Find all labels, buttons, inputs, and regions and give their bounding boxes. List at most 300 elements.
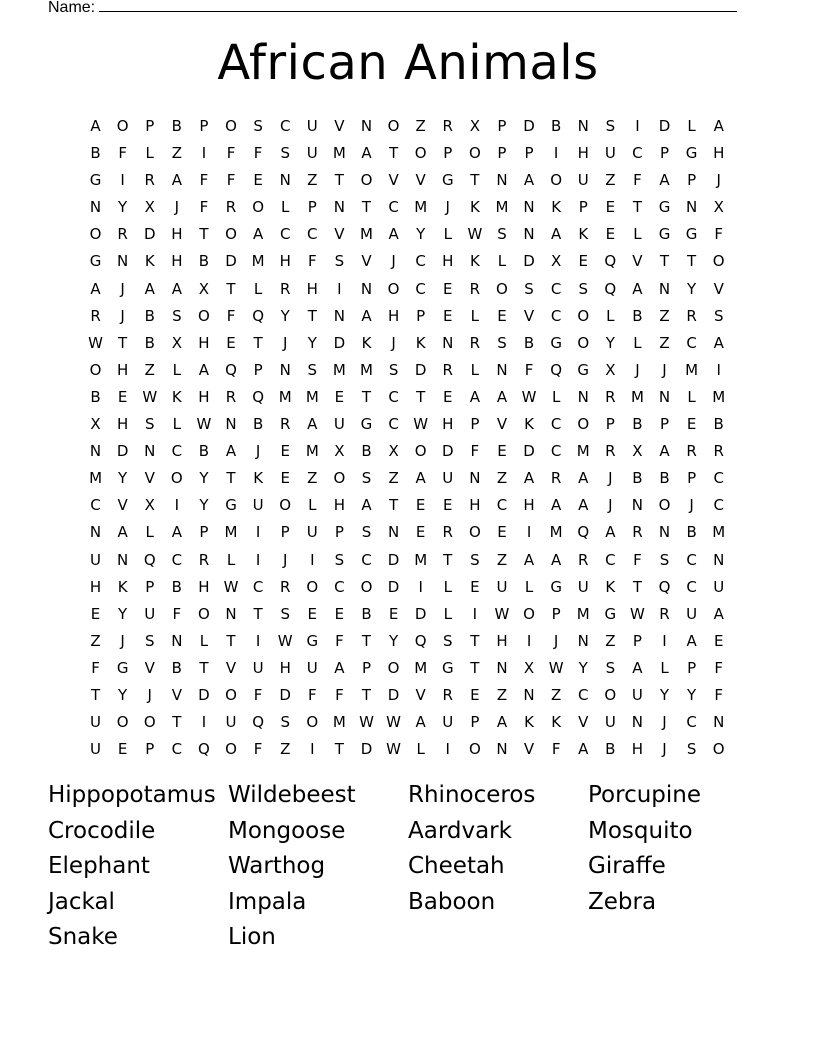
grid-letter: E xyxy=(686,415,697,434)
word-bank-item: Rhinoceros xyxy=(408,782,536,808)
grid-letter: O xyxy=(468,144,481,163)
grid-letter: L xyxy=(633,333,642,352)
grid-letter: X xyxy=(90,415,101,434)
grid-letter: U xyxy=(496,577,508,596)
grid-letter: M xyxy=(224,523,238,542)
grid-letter: A xyxy=(469,387,480,406)
grid-letter: Z xyxy=(144,360,155,379)
grid-letter: T xyxy=(226,631,236,650)
grid-letter: R xyxy=(550,469,562,488)
grid-letter: O xyxy=(523,604,535,623)
grid-row xyxy=(82,248,732,275)
grid-letter: F xyxy=(633,550,642,569)
word-bank-item: Mongoose xyxy=(228,817,346,844)
grid-letter: F xyxy=(470,442,480,461)
grid-letter: B xyxy=(361,604,372,623)
word-bank xyxy=(48,778,808,956)
grid-letter: W xyxy=(196,415,212,434)
grid-letter: N xyxy=(89,198,102,217)
grid-letter: W xyxy=(630,604,645,623)
grid-letter: P xyxy=(361,658,371,677)
grid-letter: O xyxy=(658,496,671,515)
grid-letter: V xyxy=(225,658,237,677)
grid-letter: N xyxy=(685,198,698,217)
grid-letter: O xyxy=(496,279,508,298)
grid-letter: B xyxy=(90,144,101,163)
grid-letter: O xyxy=(604,685,617,704)
grid-letter: N xyxy=(523,198,535,217)
grid-letter: N xyxy=(496,171,508,190)
grid-letter: G xyxy=(306,631,319,650)
grid-letter: H xyxy=(523,496,535,515)
grid-letter: N xyxy=(333,306,345,325)
grid-letter: O xyxy=(143,713,156,732)
grid-letter: R xyxy=(469,279,481,298)
grid-letter: A xyxy=(551,550,562,569)
grid-letter: C xyxy=(388,415,399,434)
grid-letter: N xyxy=(577,117,589,135)
grid-letter: O xyxy=(468,740,481,759)
grid-letter: K xyxy=(469,198,480,217)
grid-letter: I xyxy=(337,279,342,298)
grid-letter: C xyxy=(605,550,616,569)
grid-letter: H xyxy=(171,225,183,244)
grid-letter: M xyxy=(576,604,590,623)
grid-letter: E xyxy=(470,685,480,704)
grid-letter: G xyxy=(441,171,454,190)
grid-letter: T xyxy=(470,171,480,190)
grid-letter: E xyxy=(117,387,128,406)
grid-letter: F xyxy=(199,198,209,217)
grid-letter: I xyxy=(201,144,207,163)
grid-letter: A xyxy=(361,144,372,163)
grid-letter: R xyxy=(442,117,453,135)
word-bank-item: Zebra xyxy=(588,888,657,915)
grid-letter: U xyxy=(90,550,102,569)
grid-letter: E xyxy=(117,740,128,759)
grid-letter: A xyxy=(198,360,210,379)
grid-letter: O xyxy=(170,469,183,488)
grid-row xyxy=(82,194,732,221)
grid-letter: L xyxy=(687,387,696,406)
grid-letter: Q xyxy=(252,306,265,325)
grid-letter: S xyxy=(361,469,372,488)
grid-letter: B xyxy=(361,442,372,461)
grid-letter: E xyxy=(470,577,480,596)
grid-letter: L xyxy=(308,496,317,515)
word-bank-item: Porcupine xyxy=(588,782,702,808)
grid-letter: Q xyxy=(550,360,563,379)
grid-letter: O xyxy=(360,577,373,596)
grid-letter: T xyxy=(307,306,317,325)
grid-letter: S xyxy=(253,117,263,135)
grid-letter: I xyxy=(255,523,261,542)
grid-letter: J xyxy=(716,171,721,190)
grid-letter: T xyxy=(388,496,399,515)
grid-letter: T xyxy=(226,469,236,488)
grid-letter: N xyxy=(523,225,535,244)
grid-letter: C xyxy=(632,144,643,163)
grid-letter: G xyxy=(550,577,562,596)
grid-letter: P xyxy=(280,523,290,542)
grid-letter: T xyxy=(443,550,453,569)
grid-letter: S xyxy=(388,360,399,379)
grid-letter: N xyxy=(89,523,102,542)
grid-letter: I xyxy=(255,550,261,569)
grid-letter: O xyxy=(577,306,590,325)
grid-letter: F xyxy=(307,685,317,704)
grid-letter: N xyxy=(279,171,291,190)
grid-letter: J xyxy=(391,252,396,271)
grid-letter: O xyxy=(712,740,725,759)
grid-letter: A xyxy=(659,442,670,461)
grid-letter: E xyxy=(90,604,101,623)
grid-letter: P xyxy=(199,117,209,135)
grid-letter: N xyxy=(279,360,291,379)
word-bank-item: Crocodile xyxy=(48,817,156,844)
grid-letter: Z xyxy=(496,685,508,704)
grid-letter: E xyxy=(388,604,399,623)
grid-letter: N xyxy=(387,523,400,542)
grid-letter: M xyxy=(414,198,428,217)
grid-letter: J xyxy=(662,713,667,732)
grid-letter: E xyxy=(578,252,588,271)
word-bank-item: Lion xyxy=(228,924,276,950)
grid-letter: T xyxy=(361,685,372,704)
grid-row xyxy=(82,357,732,384)
word-bank-item: Giraffe xyxy=(588,853,666,879)
grid-letter: V xyxy=(523,306,535,325)
grid-row xyxy=(82,709,732,736)
grid-letter: B xyxy=(252,415,264,434)
grid-letter: S xyxy=(713,306,724,325)
grid-letter: F xyxy=(253,740,263,759)
grid-letter: Y xyxy=(118,685,128,704)
grid-letter: V xyxy=(713,279,724,298)
word-bank-item: Impala xyxy=(228,888,307,915)
grid-letter: Y xyxy=(118,604,128,623)
grid-letter: F xyxy=(714,658,724,677)
grid-letter: Y xyxy=(659,685,670,704)
grid-letter: S xyxy=(497,333,507,352)
page-title: African Animals xyxy=(217,35,599,91)
grid-letter: U xyxy=(306,523,318,542)
grid-letter: M xyxy=(332,144,346,163)
grid-letter: X xyxy=(632,442,643,461)
grid-letter: R xyxy=(686,306,697,325)
grid-row xyxy=(82,384,732,411)
grid-letter: G xyxy=(225,496,237,515)
grid-row xyxy=(82,465,732,492)
grid-letter: A xyxy=(551,225,562,244)
grid-letter: W xyxy=(223,577,239,596)
grid-letter: R xyxy=(442,360,453,379)
grid-letter: V xyxy=(117,496,128,515)
grid-letter: W xyxy=(88,333,103,352)
grid-letter: C xyxy=(713,496,724,515)
grid-letter: P xyxy=(605,415,615,434)
grid-letter: C xyxy=(171,442,183,461)
word-bank-item: Wildebeest xyxy=(228,782,356,808)
grid-letter: N xyxy=(713,713,725,732)
grid-letter: E xyxy=(443,387,453,406)
word-bank-item: Jackal xyxy=(48,888,115,915)
grid-letter: U xyxy=(577,577,589,596)
grid-letter: N xyxy=(360,279,373,298)
word-bank-item: Elephant xyxy=(48,853,150,879)
grid-letter: T xyxy=(118,333,128,352)
grid-letter: V xyxy=(496,415,508,434)
grid-letter: V xyxy=(334,225,345,244)
grid-letter: A xyxy=(632,658,643,677)
grid-letter: Z xyxy=(415,117,426,135)
grid-letter: J xyxy=(445,198,450,217)
grid-letter: E xyxy=(415,523,426,542)
grid-letter: J xyxy=(255,442,261,461)
grid-letter: Q xyxy=(225,360,237,379)
grid-letter: X xyxy=(388,442,399,461)
grid-letter: L xyxy=(470,360,480,379)
grid-letter: S xyxy=(172,306,182,325)
grid-letter: S xyxy=(443,631,453,650)
grid-letter: O xyxy=(198,604,210,623)
grid-letter: C xyxy=(686,713,697,732)
grid-letter: N xyxy=(89,442,102,461)
grid-letter: D xyxy=(116,442,129,461)
grid-letter: A xyxy=(225,442,237,461)
grid-letter: V xyxy=(144,469,155,488)
grid-letter: X xyxy=(171,333,182,352)
grid-letter: P xyxy=(659,144,670,163)
grid-letter: Q xyxy=(604,279,617,298)
grid-letter: I xyxy=(526,523,532,542)
grid-letter: K xyxy=(524,713,534,732)
grid-letter: K xyxy=(415,333,426,352)
grid-letter: N xyxy=(523,685,535,704)
grid-letter: M xyxy=(712,523,726,542)
grid-row xyxy=(82,221,732,248)
grid-letter: K xyxy=(469,252,480,271)
grid-letter: K xyxy=(171,387,182,406)
grid-letter: J xyxy=(662,740,667,759)
grid-letter: H xyxy=(198,333,210,352)
grid-letter: I xyxy=(174,496,180,515)
grid-letter: O xyxy=(225,685,237,704)
grid-letter: H xyxy=(496,631,508,650)
grid-letter: L xyxy=(687,117,696,135)
grid-letter: B xyxy=(632,306,643,325)
grid-letter: N xyxy=(658,387,671,406)
grid-letter: D xyxy=(387,577,400,596)
grid-letter: C xyxy=(388,387,399,406)
grid-letter: O xyxy=(387,279,400,298)
grid-letter: K xyxy=(253,469,264,488)
grid-letter: F xyxy=(335,631,344,650)
grid-letter: J xyxy=(174,198,180,217)
grid-letter: M xyxy=(630,387,644,406)
grid-letter: U xyxy=(442,713,454,732)
grid-letter: E xyxy=(280,442,290,461)
grid-letter: L xyxy=(145,144,154,163)
grid-letter: R xyxy=(442,523,453,542)
grid-letter: R xyxy=(225,198,237,217)
grid-letter: K xyxy=(578,225,589,244)
grid-letter: E xyxy=(443,279,453,298)
grid-letter: F xyxy=(714,685,724,704)
grid-letter: P xyxy=(470,713,480,732)
grid-letter: E xyxy=(443,496,453,515)
grid-letter: K xyxy=(117,577,128,596)
grid-letter: Q xyxy=(252,387,265,406)
grid-letter: P xyxy=(551,604,561,623)
grid-letter: P xyxy=(443,144,453,163)
grid-letter: W xyxy=(386,713,401,732)
grid-letter: J xyxy=(553,631,559,650)
grid-letter: U xyxy=(442,469,454,488)
grid-letter: H xyxy=(631,740,644,759)
grid-letter: Y xyxy=(687,279,697,298)
grid-letter: O xyxy=(360,171,373,190)
grid-letter: T xyxy=(687,252,697,271)
grid-letter: C xyxy=(550,306,562,325)
grid-letter: C xyxy=(307,225,318,244)
grid-letter: B xyxy=(144,306,155,325)
grid-letter: N xyxy=(225,415,237,434)
grid-letter: H xyxy=(198,387,210,406)
grid-letter: A xyxy=(496,713,508,732)
grid-letter: N xyxy=(577,387,589,406)
grid-letter: E xyxy=(334,604,345,623)
grid-letter: O xyxy=(225,225,237,244)
grid-letter: E xyxy=(226,333,236,352)
grid-letter: O xyxy=(116,713,129,732)
grid-letter: E xyxy=(415,496,426,515)
grid-letter: U xyxy=(90,713,102,732)
grid-letter: C xyxy=(550,279,562,298)
grid-letter: J xyxy=(282,550,288,569)
grid-letter: L xyxy=(470,306,480,325)
grid-row xyxy=(82,574,732,601)
grid-letter: R xyxy=(225,387,237,406)
name-label: Name: xyxy=(48,0,96,16)
grid-letter: I xyxy=(526,631,532,650)
grid-letter: E xyxy=(253,171,263,190)
grid-letter: W xyxy=(413,415,429,434)
grid-letter: R xyxy=(442,685,453,704)
grid-letter: N xyxy=(469,469,481,488)
grid-letter: S xyxy=(578,279,588,298)
grid-letter: C xyxy=(686,577,697,596)
grid-letter: M xyxy=(414,658,428,677)
grid-letter: T xyxy=(416,387,426,406)
grid-letter: W xyxy=(467,225,483,244)
grid-letter: G xyxy=(116,658,129,677)
grid-letter: G xyxy=(604,604,617,623)
grid-letter: G xyxy=(577,360,590,379)
grid-letter: D xyxy=(143,225,156,244)
grid-letter: P xyxy=(416,306,426,325)
grid-letter: T xyxy=(199,658,209,677)
grid-letter: C xyxy=(577,685,589,704)
grid-letter: D xyxy=(414,360,427,379)
grid-letter: F xyxy=(551,740,561,759)
grid-letter: B xyxy=(686,523,697,542)
grid-letter: P xyxy=(497,117,507,135)
grid-letter: B xyxy=(523,333,535,352)
grid-letter: T xyxy=(632,577,642,596)
grid-letter: H xyxy=(469,496,481,515)
grid-letter: N xyxy=(496,658,508,677)
grid-letter: W xyxy=(359,713,374,732)
grid-letter: T xyxy=(90,685,101,704)
grid-letter: R xyxy=(90,306,101,325)
grid-letter: R xyxy=(713,442,724,461)
grid-letter: T xyxy=(470,658,480,677)
grid-letter: A xyxy=(713,333,724,352)
grid-letter: R xyxy=(198,550,210,569)
grid-letter: M xyxy=(495,198,509,217)
grid-letter: Y xyxy=(280,306,290,325)
grid-letter: T xyxy=(172,713,182,732)
grid-letter: E xyxy=(605,198,616,217)
grid-letter: S xyxy=(605,117,616,135)
grid-letter: N xyxy=(577,631,589,650)
grid-letter: M xyxy=(360,360,373,379)
grid-letter: L xyxy=(226,550,236,569)
grid-letter: O xyxy=(116,117,129,135)
grid-letter: G xyxy=(685,144,698,163)
grid-letter: C xyxy=(361,550,372,569)
grid-letter: F xyxy=(91,658,100,677)
grid-letter: K xyxy=(524,415,534,434)
grid-letter: N xyxy=(117,550,129,569)
grid-letter: N xyxy=(658,279,671,298)
grid-letter: E xyxy=(713,631,724,650)
grid-letter: T xyxy=(226,279,236,298)
grid-letter: I xyxy=(120,171,125,190)
grid-letter: A xyxy=(523,550,535,569)
grid-letter: O xyxy=(414,442,427,461)
grid-letter: A xyxy=(713,117,724,135)
grid-letter: O xyxy=(414,144,427,163)
grid-letter: W xyxy=(521,387,537,406)
grid-letter: A xyxy=(307,415,318,434)
grid-letter: S xyxy=(497,225,507,244)
grid-letter: X xyxy=(605,360,616,379)
grid-letter: U xyxy=(604,144,616,163)
grid-letter: Q xyxy=(658,577,671,596)
grid-letter: L xyxy=(253,279,263,298)
grid-letter: M xyxy=(278,387,292,406)
grid-letter: O xyxy=(279,496,292,515)
grid-letter: K xyxy=(551,198,562,217)
grid-letter: L xyxy=(145,523,154,542)
grid-letter: F xyxy=(226,144,236,163)
grid-letter: V xyxy=(632,252,643,271)
grid-letter: J xyxy=(147,685,152,704)
grid-letter: T xyxy=(361,631,372,650)
grid-letter: H xyxy=(279,658,291,677)
grid-letter: V xyxy=(415,171,426,190)
grid-letter: S xyxy=(307,360,318,379)
grid-letter: C xyxy=(550,442,562,461)
grid-letter: I xyxy=(662,631,667,650)
grid-letter: U xyxy=(306,144,318,163)
word-bank-item: Baboon xyxy=(408,888,496,915)
grid-letter: R xyxy=(144,171,155,190)
grid-letter: O xyxy=(387,117,400,135)
grid-letter: Y xyxy=(687,685,697,704)
